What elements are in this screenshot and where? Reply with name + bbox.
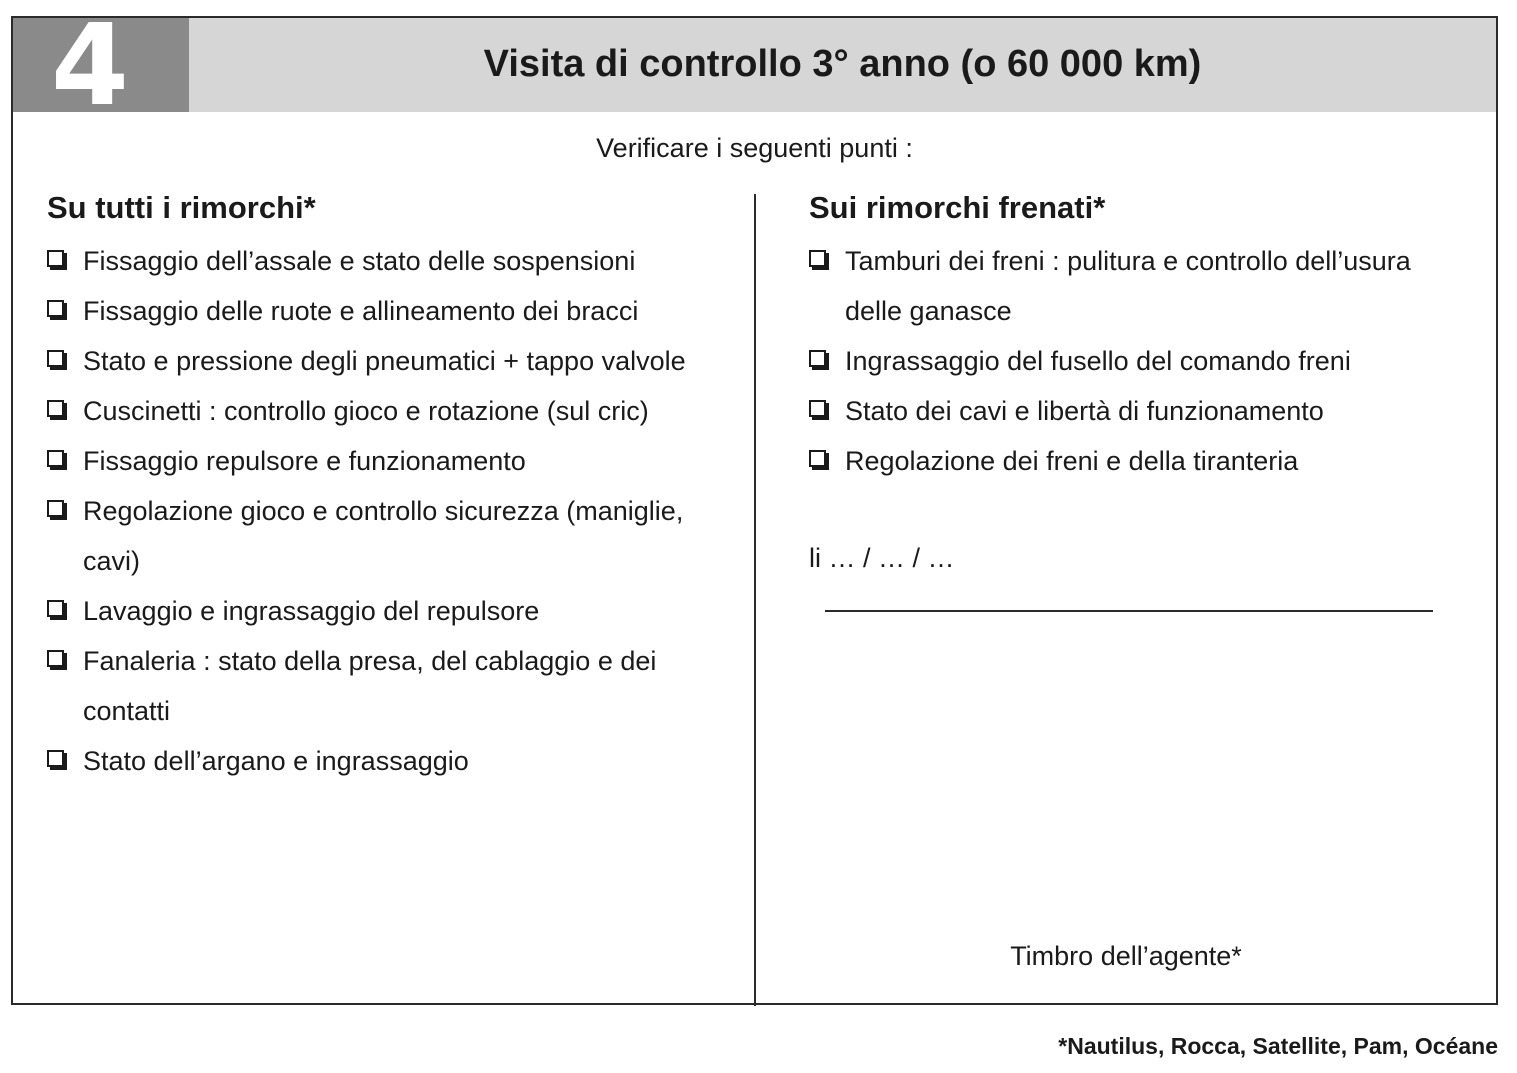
checklist-item	[47, 736, 747, 786]
all-trailers-heading: Su tutti i rimorchi*	[47, 190, 316, 225]
card-header	[13, 18, 1496, 112]
checklist-item-label: Stato e pressione degli pneumatici + tappo valvole	[83, 346, 686, 376]
checklist-item	[47, 286, 747, 336]
checkbox[interactable]	[47, 650, 64, 667]
checkbox[interactable]	[47, 500, 64, 517]
checklist-item-label: Regolazione gioco e controllo sicurezza (maniglie, cavi)	[83, 496, 684, 576]
checklist-item	[47, 636, 747, 736]
inspection-card	[11, 16, 1498, 1005]
checkbox[interactable]	[809, 350, 826, 367]
date-field: li … / … / …	[809, 543, 955, 573]
step-number-box	[13, 18, 189, 112]
checklist-item	[47, 236, 747, 286]
column-divider	[754, 194, 756, 1006]
checklist-item	[809, 386, 1459, 436]
stamp-label: Timbro dell’agente*	[1010, 941, 1242, 971]
braked-trailers-heading: Sui rimorchi frenati*	[809, 190, 1106, 225]
checkbox[interactable]	[47, 300, 64, 317]
checklist-item	[47, 436, 747, 486]
checkbox[interactable]	[47, 750, 64, 767]
checklist-item-label: Fissaggio repulsore e funzionamento	[83, 446, 526, 476]
checklist-item-label: Lavaggio e ingrassaggio del repulsore	[83, 596, 540, 626]
braked-trailers-column	[809, 186, 1459, 486]
braked-trailers-checklist	[809, 236, 1459, 486]
all-trailers-checklist	[47, 236, 747, 786]
checklist-item	[809, 336, 1459, 386]
checklist-item-label: Stato dell’argano e ingrassaggio	[83, 746, 469, 776]
checklist-item-label: Fanaleria : stato della presa, del cablaggio e dei contatti	[83, 646, 657, 726]
checklist-item-label: Tamburi dei freni : pulitura e controllo dell’usura delle ganasce	[845, 246, 1411, 326]
signature-line	[825, 610, 1433, 612]
footnote: *Nautilus, Rocca, Satellite, Pam, Océane	[1058, 1033, 1498, 1059]
checklist-item	[47, 336, 747, 386]
card-title: Visita di controllo 3° anno (o 60 000 km)	[483, 43, 1202, 85]
checkbox[interactable]	[47, 250, 64, 267]
step-number: 4	[51, 18, 129, 112]
checklist-item	[809, 436, 1459, 486]
checklist-item-label: Ingrassaggio del fusello del comando freni	[845, 346, 1351, 376]
checklist-item	[47, 486, 747, 586]
checkbox[interactable]	[47, 600, 64, 617]
checkbox[interactable]	[47, 350, 64, 367]
checklist-item-label: Cuscinetti : controllo gioco e rotazione (sul cric)	[83, 396, 649, 426]
checklist-item	[47, 386, 747, 436]
checkbox[interactable]	[809, 450, 826, 467]
checklist-item-label: Stato dei cavi e libertà di funzionamento	[845, 396, 1324, 426]
checklist-item-label: Fissaggio dell’assale e stato delle sospensioni	[83, 246, 636, 276]
intro-text: Verificare i seguenti punti :	[596, 133, 913, 163]
checkbox[interactable]	[809, 250, 826, 267]
checkbox[interactable]	[809, 400, 826, 417]
checklist-item-label: Fissaggio delle ruote e allineamento dei bracci	[83, 296, 639, 326]
checkbox[interactable]	[47, 400, 64, 417]
checklist-item-label: Regolazione dei freni e della tiranteria	[845, 446, 1299, 476]
checkbox[interactable]	[47, 450, 64, 467]
checklist-item	[809, 236, 1459, 336]
all-trailers-column	[47, 186, 747, 786]
checklist-item	[47, 586, 747, 636]
